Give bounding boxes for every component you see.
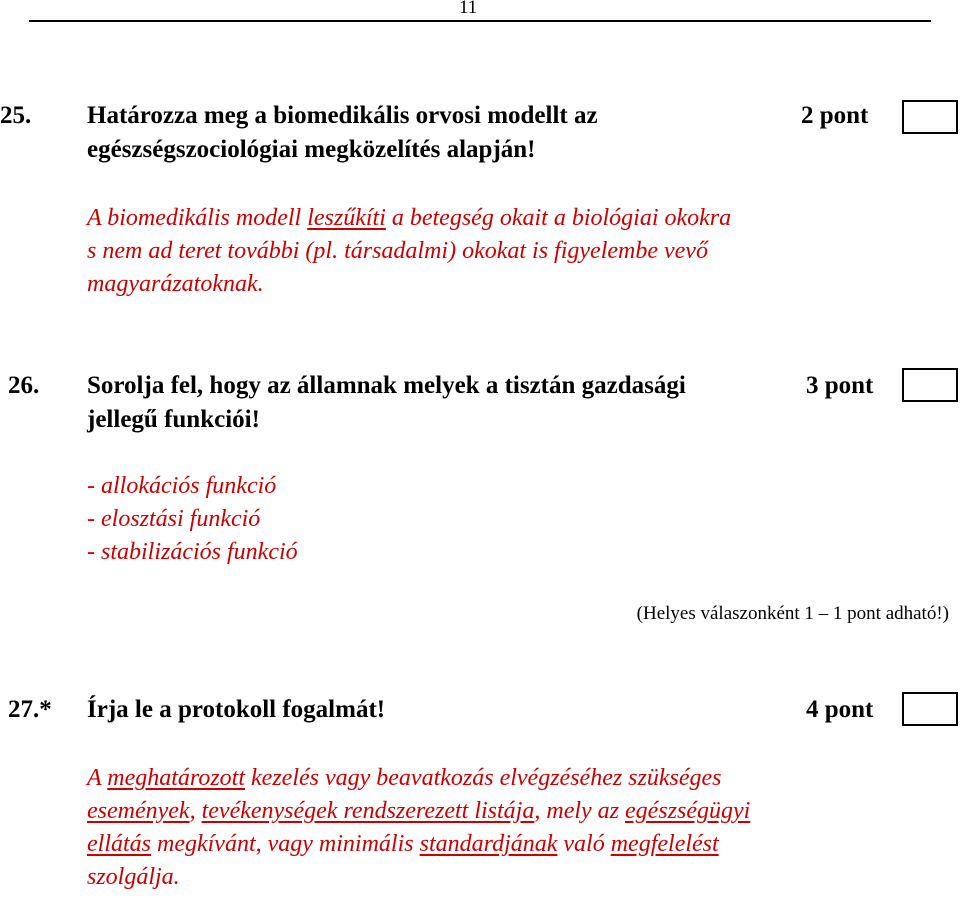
question-25-points: 2 pont bbox=[801, 102, 869, 129]
question-26-answer-line bbox=[87, 506, 260, 533]
answer-text: A bbox=[87, 765, 108, 791]
question-26-text-line-1: Sorolja fel, hogy az államnak melyek a tisztán gazdasági bbox=[87, 372, 686, 399]
answer-text: A biomedikális modell bbox=[87, 205, 308, 231]
underlined-keyword: leszűkíti bbox=[307, 205, 386, 231]
answer-text: magyarázatoknak. bbox=[87, 271, 264, 297]
underlined-keyword: megfelelést bbox=[610, 831, 719, 857]
question-25-answer-line bbox=[87, 271, 264, 298]
question-27-answer-line bbox=[87, 765, 722, 792]
answer-text: , mely az bbox=[534, 798, 626, 824]
underlined-keyword: események bbox=[87, 798, 190, 824]
question-25-text-line-1: Határozza meg a biomedikális orvosi modellt az bbox=[87, 102, 598, 129]
answer-text: szolgálja. bbox=[87, 864, 180, 890]
question-27-answer-line bbox=[87, 798, 750, 825]
answer-text: - stabilizációs funkció bbox=[87, 539, 298, 565]
answer-text: a betegség okait a biológiai okokra bbox=[385, 205, 732, 231]
answer-text: megkívánt, vagy minimális bbox=[151, 831, 420, 857]
question-26-score-box[interactable] bbox=[902, 368, 958, 402]
question-26-answer-line bbox=[87, 539, 298, 566]
underlined-keyword: meghatározott bbox=[107, 765, 246, 791]
question-25-score-box[interactable] bbox=[902, 100, 958, 134]
underlined-keyword: ellátás bbox=[87, 831, 151, 857]
answer-text: kezelés vagy beavatkozás elvégzéséhez szükséges bbox=[245, 765, 722, 791]
question-26-points: 3 pont bbox=[806, 372, 874, 399]
question-26-answer-line bbox=[87, 473, 276, 500]
question-26-scoring-note: (Helyes válaszonként 1 – 1 pont adható!) bbox=[636, 603, 949, 624]
answer-text: - allokációs funkció bbox=[87, 473, 277, 499]
question-25-answer-line bbox=[87, 238, 708, 265]
question-27-points: 4 pont bbox=[806, 696, 874, 723]
answer-text: - elosztási funkció bbox=[87, 506, 261, 532]
question-26-number: 26. bbox=[8, 372, 40, 399]
underlined-keyword: standardjának bbox=[419, 831, 558, 857]
question-27-number: 27.* bbox=[8, 696, 52, 723]
question-26-text-line-2: jellegű funkciói! bbox=[87, 406, 260, 433]
question-25-text-line-2: egészségszociológiai megközelítés alapján! bbox=[87, 136, 536, 163]
question-27-text: Írja le a protokoll fogalmát! bbox=[87, 696, 386, 723]
answer-text: s nem ad teret további (pl. társadalmi) okokat is figyelembe vevő bbox=[87, 238, 708, 264]
page-number: 11 bbox=[459, 0, 478, 18]
header-rule bbox=[29, 20, 931, 22]
question-27-answer-line bbox=[87, 864, 180, 891]
underlined-keyword: tevékenységek rendszerezett listája bbox=[201, 798, 535, 824]
question-25-answer-line bbox=[87, 205, 731, 232]
question-27-answer-line bbox=[87, 831, 719, 858]
answer-text: , bbox=[189, 798, 202, 824]
underlined-keyword: egészségügyi bbox=[625, 798, 751, 824]
question-25-number: 25. bbox=[0, 102, 32, 129]
question-27-score-box[interactable] bbox=[902, 692, 958, 726]
answer-text: való bbox=[557, 831, 611, 857]
